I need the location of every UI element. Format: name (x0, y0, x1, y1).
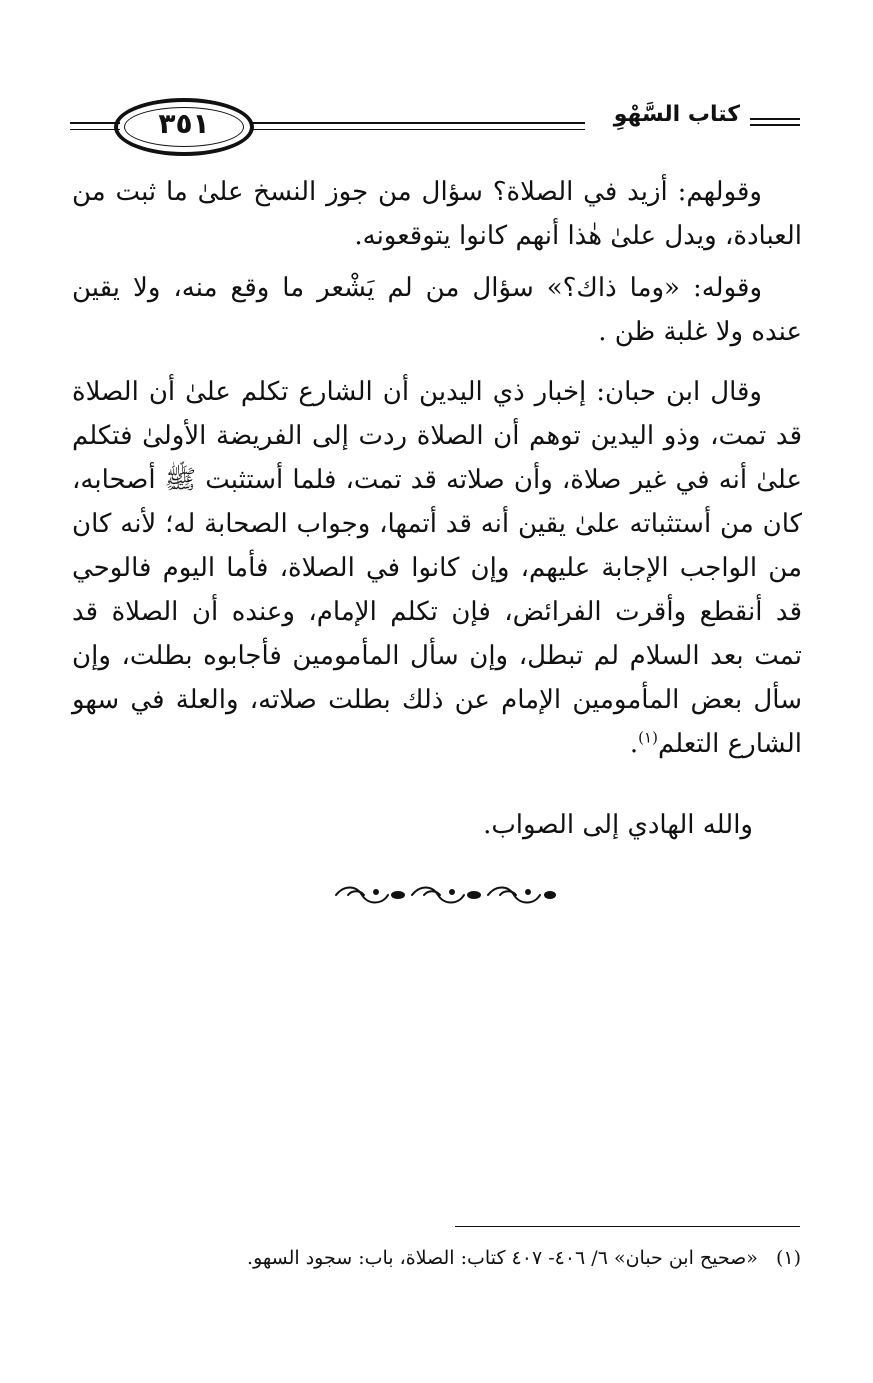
header-rule-left-thin (70, 129, 120, 130)
paragraph (72, 370, 802, 766)
footnote-rule (455, 1226, 800, 1227)
main-text (72, 170, 802, 774)
paragraph: وقوله: «وما ذاك؟» سؤال من لم يَشْعر ما وقع منه، ولا يقين عنده ولا غلبة ظن . (72, 273, 802, 347)
footnote (71, 1242, 801, 1274)
footnote-number: (١) (775, 1247, 801, 1269)
header-ornament-lines (750, 118, 800, 130)
paragraph: وقولهم: أزيد في الصلاة؟ سؤال من جوز النسخ علىٰ ما ثبت من العبادة، ويدل علىٰ هٰذا أنهم كانوا يتوقعونه. (72, 177, 802, 251)
header-rule (245, 122, 585, 124)
page-number: ٣٥١ (158, 107, 210, 140)
header-rule-left (70, 122, 120, 124)
book-title: كتاب السَّهْوِ (613, 102, 740, 127)
page-header (70, 98, 800, 162)
footnote-reference[interactable]: (١) (638, 728, 658, 747)
closing-line: والله الهادي إلى الصواب. (483, 810, 753, 840)
paragraph-text: وقال ابن حبان: إخبار ذي اليدين أن الشارع تكلم علىٰ أن الصلاة قد تمت، وذو اليدين توهم أن الصلاة ردت إلى الفريضة الأولىٰ فتكلم علىٰ أنه في غير صلاة، وأن صلاته قد تمت، فلما أستثبت ﷺ أصحابه، كان من أستثباته علىٰ يقين أنه قد أتمها، وجواب الصحابة له؛ لأنه كان من الواجب الإجابة عليهم، وإن كانوا في الصلاة، فأما اليوم فالوحي قد أنقطع وأقرت الفرائض، فإن تكلم الإمام، وعنده أن الصلاة قد تمت بعد السلام لم تبطل، وإن سأل المأمومين فأجابوه بطلت، وإن سأل بعض المأمومين الإمام عن ذلك بطلت صلاته، والعلة في سهو الشارع التعلم (72, 377, 802, 759)
header-rule-thin (245, 129, 585, 130)
footnote-text: «صحيح ابن حبان» ٦/ ٤٠٦- ٤٠٧ كتاب: الصلاة، باب: سجود السهو. (247, 1247, 758, 1269)
ornament-divider-icon (330, 880, 560, 910)
paragraph-end: . (629, 729, 639, 759)
